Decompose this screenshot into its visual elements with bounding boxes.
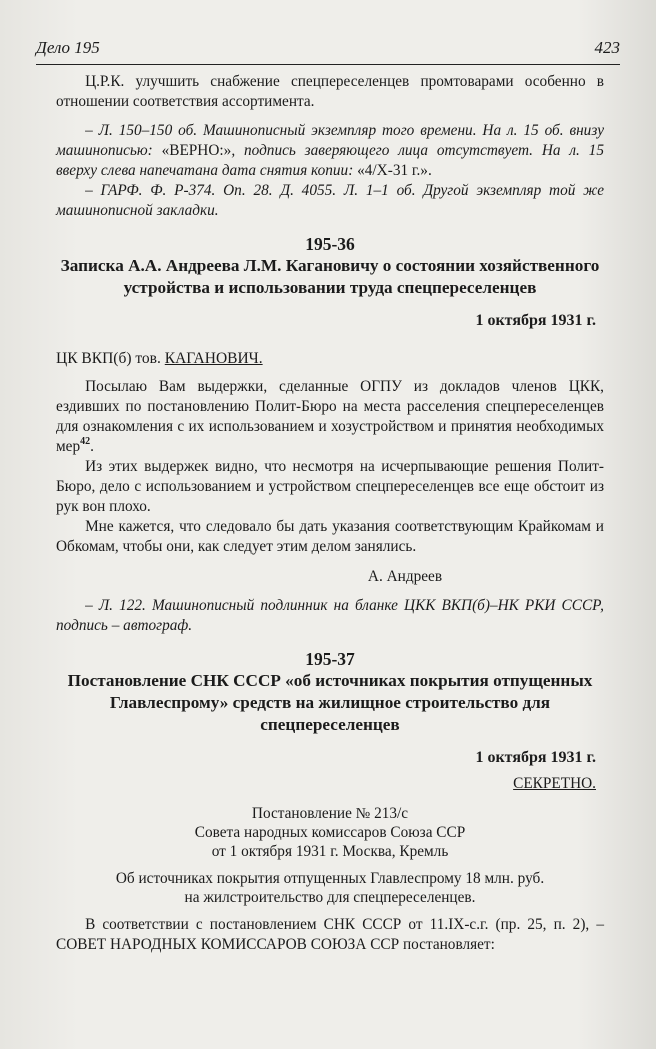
page-number: 423 — [594, 38, 620, 57]
archival-note: – Л. 122. Машинописный подлинник на бланке ЦКК ВКП(б)–НК РКИ СССР, подпись – автограф. — [56, 597, 604, 634]
page-content — [56, 72, 604, 955]
resolution-number: Постановление № 213/с — [251, 805, 409, 822]
archival-note: – ГАРФ. Ф. Р-374. Оп. 28. Д. 4055. Л. 1–1 об. Другой экземпляр той же машинописной закладки. — [56, 182, 604, 219]
document-number: 195-37 — [305, 649, 355, 669]
secrecy-stamp: СЕКРЕТНО. — [513, 775, 596, 792]
document-number: 195-36 — [305, 234, 355, 254]
resolution-date-place: от 1 октября 1931 г. Москва, Кремль — [211, 843, 449, 860]
signature: А. Андреев — [367, 568, 443, 585]
document-title: Постановление СНК СССР «об источниках покрытия отпущенных Главлеспрому» средств на жилищное строительство для спецпереселенцев — [67, 671, 593, 734]
body-paragraph: Мне кажется, что следовало бы дать указания соответствующим Крайкомам и Обкомам, чтобы они, как следует этим делом занялись. — [56, 518, 604, 555]
body-paragraph: Посылаю Вам выдержки, сделанные ОГПУ из докладов членов ЦКК, ездивших по постановлению Полит-Бюро на места расселения спецпереселенцев для ознакомления с их использованием и хозустройством и принятия необходимых мер$^{42}$. — [56, 378, 604, 455]
body-paragraph: Ц.Р.К. улучшить снабжение спецпереселенцев промтоварами особенно в отношении соответствия ассортимента. — [56, 73, 604, 110]
document-title: Записка А.А. Андреева Л.М. Кагановичу о состоянии хозяйственного устройства и использовании труда спецпереселенцев — [60, 256, 600, 297]
running-header — [36, 38, 620, 64]
resolution-issuer: Совета народных комиссаров Союза ССР — [194, 824, 466, 841]
archival-note: – Л. 150–150 об. Машинописный экземпляр того времени. На л. 15 об. внизу машинописью: «ВЕРНО:», подпись заверяющего лица отсутствует. На л. 15 вверху слева напечатана дата снятия копии: «4/Х-31 г.». — [56, 122, 604, 179]
resolution-subject: Об источниках покрытия отпущенных Главлеспрому 18 млн. руб. на жилстроительство для спецпереселенцев. — [115, 870, 545, 906]
body-paragraph: Из этих выдержек видно, что несмотря на исчерпывающие решения Полит-Бюро, дело с использованием и устройством спецпереселенцев все еще обстоит из рук вон плохо. — [56, 458, 604, 515]
document-date: 1 октября 1931 г. — [475, 749, 596, 766]
header-rule — [36, 64, 620, 65]
resolution-header — [56, 804, 604, 861]
document-date: 1 октября 1931 г. — [475, 312, 596, 329]
footnote-ref: 42 — [80, 436, 91, 447]
body-paragraph: В соответствии с постановлением СНК СССР от 11.IХ-с.г. (пр. 25, п. 2), – СОВЕТ НАРОДНЫХ КОМИССАРОВ СОЮЗА ССР постановляет: — [56, 916, 604, 953]
header-left: Дело 195 — [36, 38, 100, 57]
addressee: ЦК ВКП(б) тов. КАГАНОВИЧ. — [56, 350, 263, 367]
